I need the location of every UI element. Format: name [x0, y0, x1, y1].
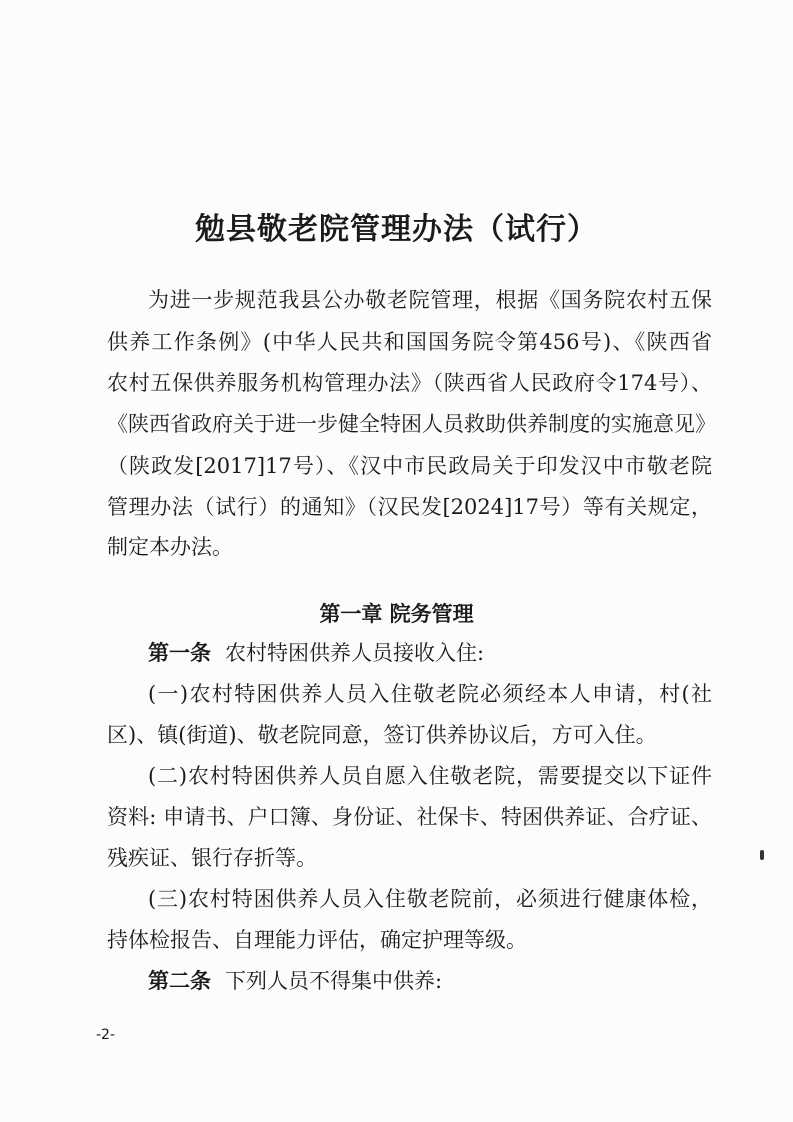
text-line: 区)、镇(街道)、敬老院同意，签订供养协议后，方可入住。: [107, 723, 657, 747]
text-line: 资料: 申请书、户口簿、身份证、社保卡、特困供养证、合疗证、: [107, 805, 712, 829]
document-title: 勉县敬老院管理办法（试行）: [195, 212, 598, 247]
article-text: 下列人员不得集中供养:: [225, 969, 443, 993]
article-label: 第二条: [148, 969, 211, 993]
chapter-heading: 第一章 院务管理: [319, 602, 474, 626]
text-line: 《陕西省政府关于进一步健全特困人员救助供养制度的实施意见》: [107, 412, 716, 436]
text-line: (二)农村特困供养人员自愿入住敬老院，需要提交以下证件: [148, 764, 712, 788]
scan-mark: [760, 850, 764, 860]
text-line: （陕政发[2017]17号）、《汉中市民政局关于印发汉中市敬老院: [107, 454, 712, 478]
article-text: 农村特困供养人员接收入住:: [225, 641, 485, 665]
text-line: 管理办法（试行）的通知》（汉民发[2024]17号）等有关规定，: [107, 495, 712, 519]
text-line: 持体检报告、自理能力评估，确定护理等级。: [107, 928, 527, 952]
text-line: 供养工作条例》(中华人民共和国国务院令第456号)、《陕西省: [107, 330, 712, 354]
text-line: 制定本办法。: [107, 535, 233, 559]
article-1: [148, 638, 712, 668]
text-line: 残疾证、银行存折等。: [107, 846, 317, 870]
text-line: (一)农村特困供养人员入住敬老院必须经本人申请，村(社: [148, 682, 712, 706]
text-line: 为进一步规范我县公办敬老院管理，根据《国务院农村五保: [148, 288, 712, 312]
article-label: 第一条: [148, 641, 211, 665]
text-line: (三)农村特困供养人员入住敬老院前，必须进行健康体检，: [148, 887, 712, 911]
article-2: [148, 966, 712, 996]
page-number: -2-: [96, 1027, 116, 1043]
text-line: 农村五保供养服务机构管理办法》（陕西省人民政府令174号）、: [107, 371, 712, 395]
